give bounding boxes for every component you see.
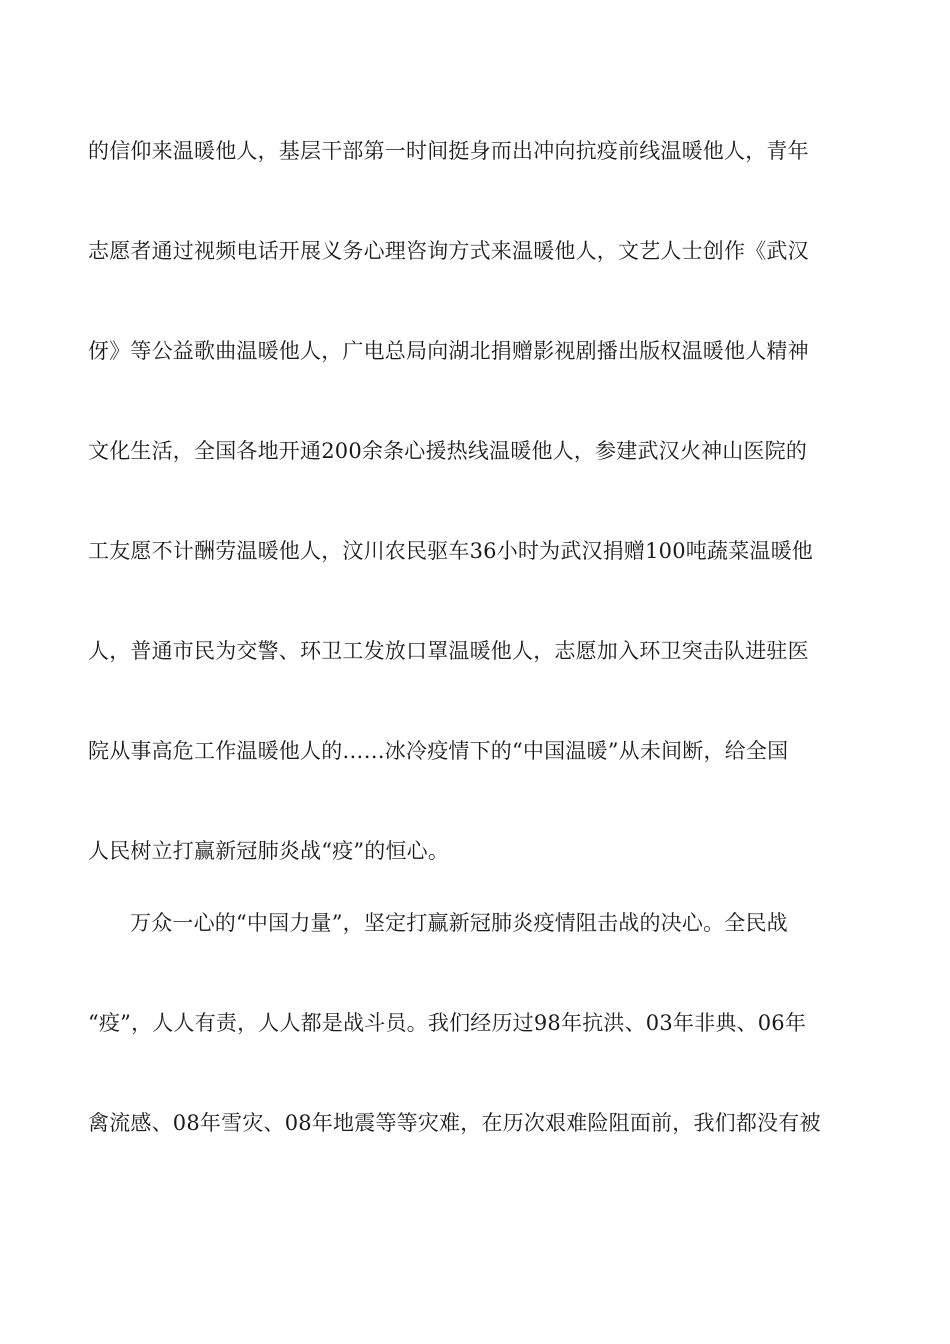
- paragraph-line: 人，普通市民为交警、环卫工发放口罩温暖他人，志愿加入环卫突击队进驻医: [88, 639, 809, 663]
- paragraph-line: 伢》等公益歌曲温暖他人，广电总局向湖北捐赠影视剧播出版权温暖他人精神: [88, 339, 809, 363]
- paragraph-line: “疫”，人人有责，人人都是战斗员。我们经历过98年抗洪、03年非典、06年: [88, 1011, 807, 1035]
- paragraph-line: 人民树立打赢新冠肺炎战“疫”的恒心。: [88, 839, 450, 863]
- paragraph-first-line: 万众一心的“中国力量”，坚定打赢新冠肺炎疫情阻击战的决心。全民战: [130, 911, 788, 935]
- paragraph-line: 文化生活，全国各地开通200余条心援热线温暖他人，参建武汉火神山医院的: [88, 439, 808, 463]
- paragraph-line: 院从事高危工作温暖他人的……冰冷疫情下的“中国温暖”从未间断，给全国: [88, 739, 789, 763]
- paragraph-line: 禽流感、08年雪灾、08年地震等等灾难，在历次艰难险阻面前，我们都没有被: [88, 1111, 821, 1135]
- paragraph-line: 志愿者通过视频电话开展义务心理咨询方式来温暖他人，文艺人士创作《武汉: [88, 239, 809, 263]
- paragraph-line: 的信仰来温暖他人，基层干部第一时间挺身而出冲向抗疫前线温暖他人，青年: [88, 139, 809, 163]
- paragraph-line: 工友愿不计酬劳温暖他人，汶川农民驱车36小时为武汉捐赠100吨蔬菜温暖他: [88, 539, 814, 563]
